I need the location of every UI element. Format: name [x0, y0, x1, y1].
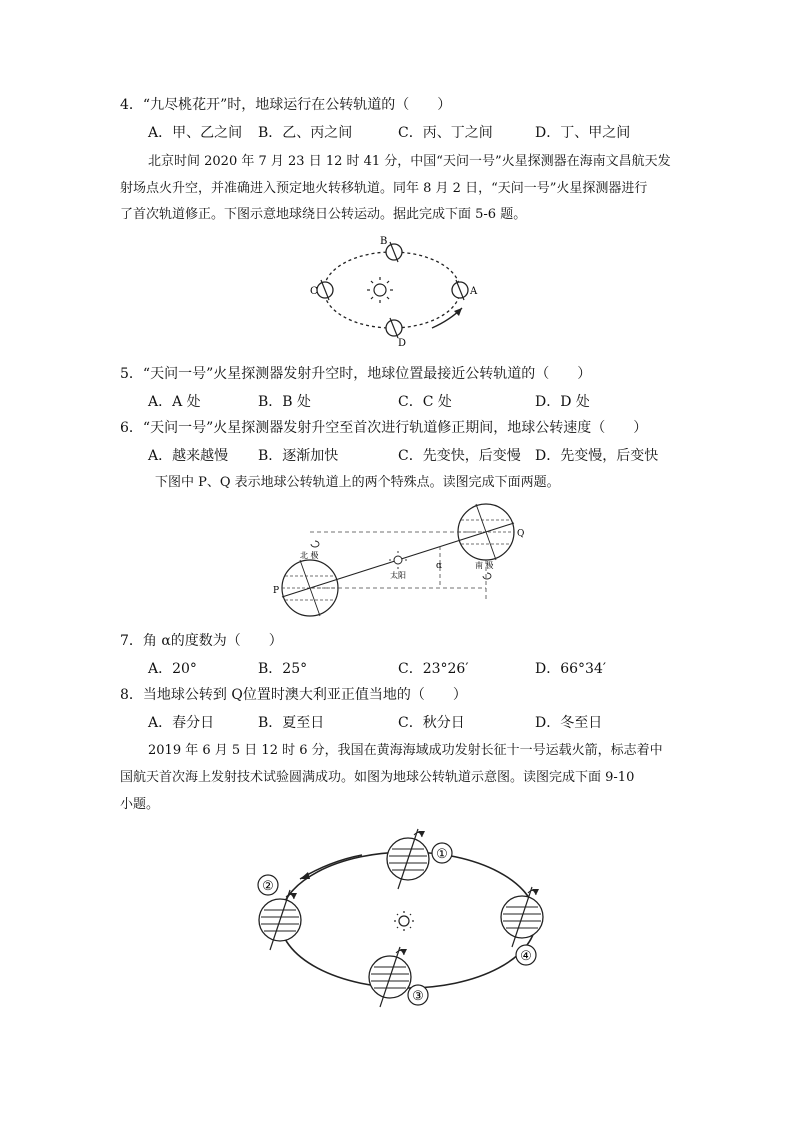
earth-b: [386, 242, 402, 262]
rotation-icon-north: [311, 541, 319, 547]
q6-option-a: A．越来越慢: [148, 448, 229, 464]
label-4: ④: [520, 949, 532, 964]
label-b: B: [380, 236, 388, 247]
q7-option-d: D．66°34′: [535, 661, 607, 677]
q5-stem: 5．“天问一号”火星探测器发射升空时，地球位置最接近公转轨道的（ ）: [120, 366, 592, 382]
q7-option-b: B．25°: [258, 661, 308, 677]
arrow-head-icon: [300, 872, 310, 879]
q4-option-c: C．丙、丁之间: [398, 125, 493, 141]
earth-position-4: [501, 887, 543, 947]
passage2-line-1: 下图中 P、Q 表示地球公转轨道上的两个特殊点。读图完成下面两题。: [155, 475, 560, 490]
sun-icon: [367, 277, 393, 303]
q6-stem: 6．“天问一号”火星探测器发射升空至首次进行轨道修正期间，地球公转速度（ ）: [120, 420, 648, 436]
q8-option-a: A．春分日: [148, 715, 215, 731]
q7-stem: 7．角 α的度数为（ ）: [120, 633, 283, 649]
label-a: A: [470, 286, 478, 297]
earth-position-3: [369, 947, 411, 1007]
passage1-line-3: 了首次轨道修正。下图示意地球绕日公转运动。据此完成下面 5-6 题。: [120, 207, 527, 222]
q8-stem: 8．当地球公转到 Q位置时澳大利亚正值当地的（ ）: [120, 687, 467, 703]
q8-option-d: D．冬至日: [535, 715, 603, 731]
earth-position-1: [387, 829, 429, 889]
q4-stem: 4．“九尽桃花开”时，地球运行在公转轨道的（ ）: [120, 97, 452, 113]
q5-option-a: A．A 处: [148, 394, 201, 410]
q6-option-c: C．先变快，后变慢: [398, 448, 521, 464]
q4-option-b: B．乙、丙之间: [258, 125, 353, 141]
earth-c: [317, 280, 333, 300]
q7-option-a: A．20°: [148, 661, 197, 677]
passage3-line-2: 国航天首次海上发射技术试验圆满成功。如图为地球公转轨道示意图。读图完成下面 9-10: [120, 770, 635, 785]
label-c: C: [310, 286, 318, 297]
label-d: D: [398, 338, 407, 348]
passage3-line-3: 小题。: [120, 797, 160, 812]
earth-a: [452, 280, 468, 300]
q4-option-d: D．丁、甲之间: [535, 125, 631, 141]
q-label: Q: [517, 529, 525, 539]
q5-option-c: C．C 处: [398, 394, 452, 410]
q7-option-c: C．23°26′: [398, 661, 469, 677]
q4-option-a: A．甲、乙之间: [148, 125, 243, 141]
south-pole-label: 南 极: [475, 561, 494, 570]
passage1-line-2: 射场点火升空，并准确进入预定地火转移轨道。同年 8 月 2 日，“天问一号”火星探测器进行: [120, 181, 648, 196]
earth-position-2: [259, 890, 301, 950]
q5-option-d: D．D 处: [535, 394, 590, 410]
orbit-figure-abcd: [300, 228, 500, 348]
sun-icon: [389, 551, 407, 569]
q6-option-b: B．逐渐加快: [258, 448, 339, 464]
orbit-figure-pq: [268, 500, 538, 625]
q5-option-b: B．B 处: [258, 394, 312, 410]
q8-option-b: B．夏至日: [258, 715, 325, 731]
passage1-line-1: 北京时间 2020 年 7 月 23 日 12 时 41 分，中国“天问一号”火星探测器在海南文昌航天发: [148, 154, 671, 169]
north-pole-label: 北 极: [300, 551, 319, 560]
p-label: P: [273, 586, 280, 596]
rotation-icon-south: [483, 573, 491, 579]
q6-option-d: D．先变慢，后变快: [535, 448, 659, 464]
earth-d: [386, 318, 402, 338]
passage3-line-1: 2019 年 6 月 5 日 12 时 6 分，我国在黄海海域成功发射长征十一号运载火箭，标志着中: [148, 743, 663, 758]
orbit-figure-1234: [250, 825, 560, 1020]
label-3: ③: [412, 989, 424, 1004]
label-2: ②: [262, 879, 274, 894]
alpha-label: α: [436, 561, 443, 571]
q8-option-c: C．秋分日: [398, 715, 465, 731]
sun-label: 太阳: [390, 571, 406, 580]
label-1: ①: [436, 847, 448, 862]
sun-icon: [394, 911, 414, 931]
